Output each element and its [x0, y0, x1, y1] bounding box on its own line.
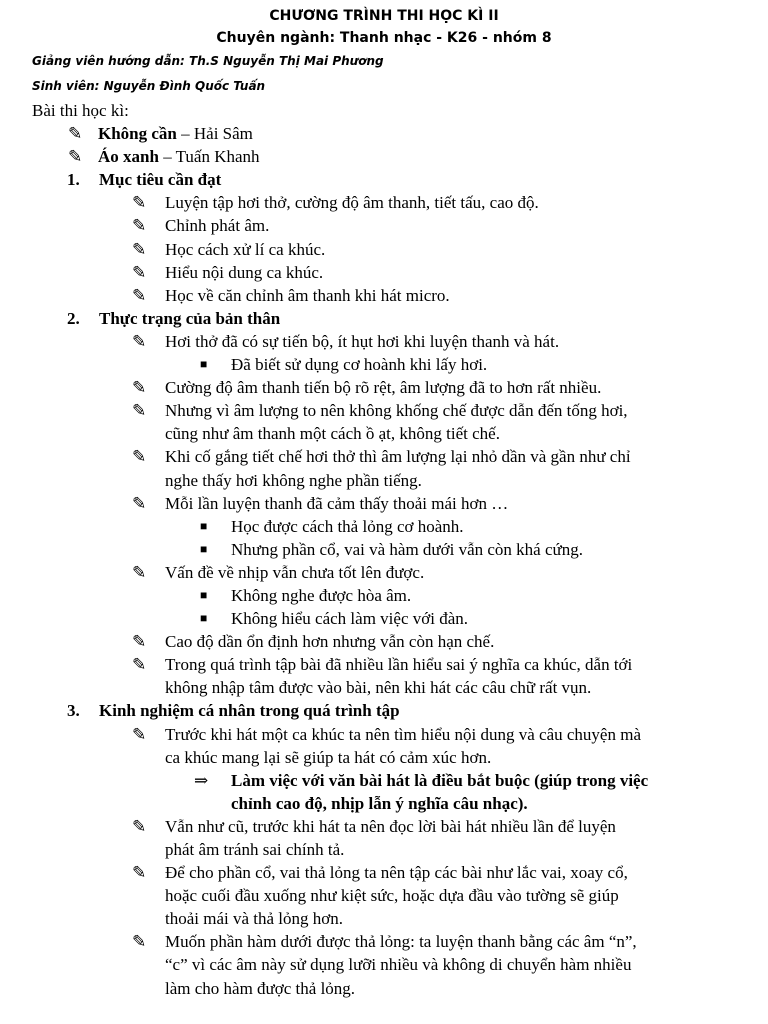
pencil-bullet-icon: ✎ — [132, 401, 147, 421]
list-item-text: không nhập tâm được vào bài, nên khi hát các câu chữ rất vụn. — [165, 678, 592, 698]
section-number: 2. — [67, 308, 80, 328]
pencil-bullet-icon: ✎ — [132, 378, 147, 398]
section-number: 3. — [67, 701, 80, 721]
section-title: Thực trạng của bản thân — [99, 308, 281, 328]
pencil-bullet-icon: ✎ — [132, 262, 147, 282]
song-author: – Hải Sâm — [176, 124, 253, 144]
list-item-text: làm cho hàm được thả lỏng. — [165, 978, 356, 998]
pencil-bullet-icon: ✎ — [68, 147, 83, 167]
list-item — [32, 284, 740, 307]
pencil-bullet-icon: ✎ — [132, 724, 147, 744]
pencil-bullet-icon: ✎ — [132, 331, 147, 351]
list-item-text: Chỉnh phát âm. — [165, 216, 270, 236]
pencil-bullet-icon: ✎ — [132, 193, 147, 213]
list-item-text: phát âm tránh sai chính tả. — [165, 840, 345, 859]
square-bullet-icon: ■ — [200, 611, 208, 626]
instructor-line: Giảng viên hướng dẫn: Th.S Nguyễn Thị Mai Phương — [32, 54, 384, 68]
section-number: 1. — [67, 170, 80, 190]
list-item — [32, 630, 740, 653]
pencil-bullet-icon: ✎ — [132, 239, 147, 259]
conclusion-item — [32, 769, 740, 792]
list-item — [32, 723, 740, 746]
list-item — [32, 399, 740, 422]
pencil-bullet-icon: ✎ — [132, 562, 147, 582]
list-item-continuation — [32, 953, 740, 976]
list-item-text: Trước khi hát một ca khúc ta nên tìm hiểu nội dung và câu chuyện mà — [165, 724, 641, 744]
song-author: – Tuấn Khanh — [158, 147, 260, 167]
square-bullet-icon: ■ — [200, 357, 208, 372]
list-item-text: Vấn đề về nhịp vẫn chưa tốt lên được. — [165, 562, 425, 582]
list-item-text: Không hiểu cách làm việc với đàn. — [231, 609, 468, 629]
list-item — [32, 191, 740, 214]
square-bullet-icon: ■ — [200, 518, 208, 533]
list-item-text: Muốn phần hàm dưới được thả lỏng: ta luyện thanh bằng các âm “n”, — [165, 932, 637, 952]
pencil-bullet-icon: ✎ — [132, 932, 147, 952]
list-item-continuation — [32, 746, 740, 769]
list-item-text: Học được cách thả lỏng cơ hoành. — [231, 516, 464, 536]
arrow-right-icon: ⇒ — [194, 770, 209, 790]
student-line: Sinh viên: Nguyễn Đình Quốc Tuấn — [32, 79, 266, 93]
list-item-text: Hơi thở đã có sự tiến bộ, ít hụt hơi khi luyện thanh và hát. — [165, 331, 560, 351]
document-subtitle: Chuyên ngành: Thanh nhạc - K26 - nhóm 8 — [216, 30, 552, 46]
section-heading — [32, 168, 740, 191]
pencil-bullet-icon: ✎ — [132, 655, 147, 675]
list-item-text: ca khúc mang lại sẽ giúp ta hát có cảm xúc hơn. — [165, 747, 492, 767]
pencil-bullet-icon: ✎ — [132, 285, 147, 305]
list-item-text: Vẫn như cũ, trước khi hát ta nên đọc lời bài hát nhiều lần để luyện — [165, 816, 616, 836]
list-item-text: Hiểu nội dung ca khúc. — [165, 262, 324, 282]
document-title: CHƯƠNG TRÌNH THI HỌC KÌ II — [269, 8, 499, 24]
list-item-text: Khi cố gắng tiết chế hơi thở thì âm lượng lại nhỏ dần và gần như chỉ — [165, 447, 631, 467]
list-item-text: Nhưng phần cổ, vai và hàm dưới vẫn còn khá cứng. — [231, 539, 583, 559]
list-item — [32, 214, 740, 237]
list-item-continuation — [32, 884, 740, 907]
pencil-bullet-icon: ✎ — [132, 216, 147, 236]
list-item — [32, 815, 740, 838]
list-item-text: Trong quá trình tập bài đã nhiều lần hiểu sai ý nghĩa ca khúc, dẫn tới — [165, 655, 633, 675]
sub-list-item — [32, 607, 740, 630]
section-title: Mục tiêu cần đạt — [99, 170, 222, 190]
list-item — [32, 238, 740, 261]
list-item — [32, 561, 740, 584]
square-bullet-icon: ■ — [200, 541, 208, 556]
list-item-text: Mỗi lần luyện thanh đã cảm thấy thoải mái hơn … — [165, 493, 509, 513]
conclusion-text: Làm việc với văn bài hát là điều bắt buộc (giúp trong việc — [231, 770, 649, 790]
list-item-text: hoặc cuối đầu xuống như kiệt sức, hoặc dựa đầu vào tường sẽ giúp — [165, 886, 619, 906]
list-item — [32, 445, 740, 468]
list-item-text: Không nghe được hòa âm. — [231, 585, 412, 605]
pencil-bullet-icon: ✎ — [132, 632, 147, 652]
list-item-text: thoải mái và thả lỏng hơn. — [165, 909, 344, 929]
song-name: Không cần — [98, 124, 177, 144]
list-item — [32, 930, 740, 953]
list-item-text: cũng như âm thanh một cách ồ ạt, không tiết chế. — [165, 424, 500, 444]
section-heading — [32, 699, 740, 722]
list-item — [32, 653, 740, 676]
list-item — [32, 261, 740, 284]
sub-list-item — [32, 538, 740, 561]
pencil-bullet-icon: ✎ — [132, 816, 147, 836]
sub-list-item — [32, 584, 740, 607]
conclusion-text: chỉnh cao độ, nhịp lẫn ý nghĩa câu nhạc). — [231, 793, 528, 813]
list-item-text: “c” vì các âm này sử dụng lưỡi nhiều và không di chuyển hàm nhiều — [165, 955, 632, 975]
section-title: Kinh nghiệm cá nhân trong quá trình tập — [99, 701, 400, 721]
list-item — [32, 492, 740, 515]
pencil-bullet-icon: ✎ — [132, 863, 147, 883]
list-item-text: Học cách xử lí ca khúc. — [165, 239, 326, 259]
list-item-continuation — [32, 676, 740, 699]
list-item-continuation — [32, 907, 740, 930]
list-item — [32, 330, 740, 353]
pencil-bullet-icon: ✎ — [68, 124, 83, 144]
list-item — [32, 861, 740, 884]
list-item-text: Đã biết sử dụng cơ hoành khi lấy hơi. — [231, 355, 488, 375]
list-item-continuation — [32, 838, 740, 861]
list-item-text: Để cho phần cổ, vai thả lỏng ta nên tập các bài như lắc vai, xoay cổ, — [165, 863, 628, 883]
pencil-bullet-icon: ✎ — [132, 493, 147, 513]
sub-list-item — [32, 353, 740, 376]
song-name: Áo xanh — [98, 147, 159, 167]
list-item-text: Cường độ âm thanh tiến bộ rõ rệt, âm lượng đã to hơn rất nhiều. — [165, 378, 602, 398]
list-item-text: Học về căn chỉnh âm thanh khi hát micro. — [165, 285, 450, 305]
document-body — [0, 99, 768, 1000]
list-item-text: Luyện tập hơi thở, cường độ âm thanh, tiết tấu, cao độ. — [165, 193, 539, 213]
pencil-bullet-icon: ✎ — [132, 447, 147, 467]
section-heading — [32, 307, 740, 330]
song-item — [32, 122, 740, 145]
list-item-continuation — [32, 422, 740, 445]
sub-list-item — [32, 515, 740, 538]
list-item-text: Nhưng vì âm lượng to nên không khống chế được dẫn đến tống hơi, — [165, 401, 628, 421]
list-item-continuation — [32, 469, 740, 492]
list-item-text: Cao độ dần ổn định hơn nhưng vẫn còn hạn chế. — [165, 632, 495, 652]
list-item-continuation — [32, 977, 740, 1000]
song-item — [32, 145, 740, 168]
square-bullet-icon: ■ — [200, 587, 208, 602]
list-item-text: nghe thấy hơi không nghe phần tiếng. — [165, 470, 422, 490]
exam-label: Bài thi học kì: — [32, 101, 129, 120]
conclusion-continuation — [32, 792, 740, 815]
list-item — [32, 376, 740, 399]
